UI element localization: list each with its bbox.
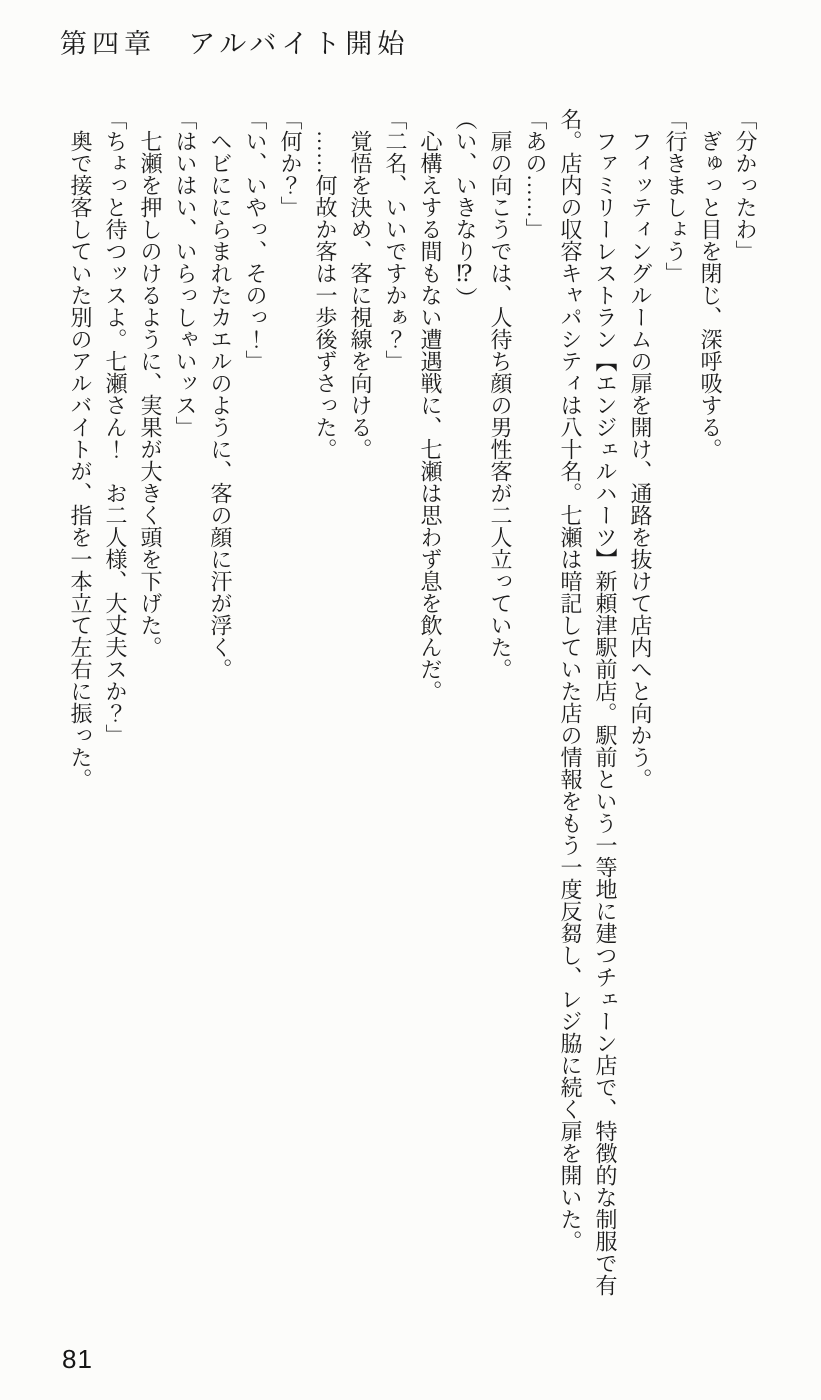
paragraph: 「二名、いいですかぁ？」 (383, 108, 408, 372)
paragraph: （い、いきなり⁉） (453, 108, 478, 309)
paragraph: 奥で接客していた別のアルバイトが、指を一本立て左右に振った。 (68, 130, 93, 790)
paragraph: フィッティングルームの扉を開け、通路を抜けて店内へと向かう。 (628, 130, 653, 790)
paragraph: 「行きましょう」 (663, 108, 688, 284)
paragraph: ヘビににらまれたカエルのように、客の顔に汗が浮く。 (208, 130, 233, 680)
paragraph: 「ちょっと待つッスよ。七瀬さん！ お二人様、大丈夫スか？」 (103, 108, 128, 746)
chapter-title: アルバイト開始 (188, 29, 410, 59)
paragraph: 「あの……」 (523, 108, 548, 240)
paragraph: 扉の向こうでは、人待ち顔の男性客が二人立っていた。 (488, 130, 513, 680)
paragraph: 「はいはい、いらっしゃいッス」 (173, 108, 198, 438)
paragraph: 「い、いやっ、そのっ！」 (243, 108, 268, 372)
paragraph: 覚悟を決め、客に視線を向ける。 (348, 130, 373, 460)
paragraph: ……何故か客は一歩後ずさった。 (313, 130, 338, 460)
chapter-heading (60, 22, 409, 61)
page-number: 81 (62, 1344, 93, 1374)
chapter-number: 第四章 (60, 29, 156, 59)
paragraph: 「分かったわ」 (733, 108, 758, 262)
paragraph: 七瀬を押しのけるように、実果が大きく頭を下げた。 (138, 130, 163, 658)
paragraph: ファミリーレストラン【エンジェルハーツ】新頼津駅前店。駅前という一等地に建つチェーン店で、特徴的な制服で有名。店内の収容キャパシティは八十名。七瀬は暗記していた店の情報をもう一度反芻し、レジ脇に続く扉を開いた。 (558, 108, 618, 1296)
paragraph: ぎゅっと目を閉じ、深呼吸する。 (698, 130, 723, 460)
paragraph: 心構えする間もない遭遇戦に、七瀬は思わず息を飲んだ。 (418, 130, 443, 702)
paragraph: 「何か？」 (278, 108, 303, 218)
body-text (63, 108, 763, 1298)
